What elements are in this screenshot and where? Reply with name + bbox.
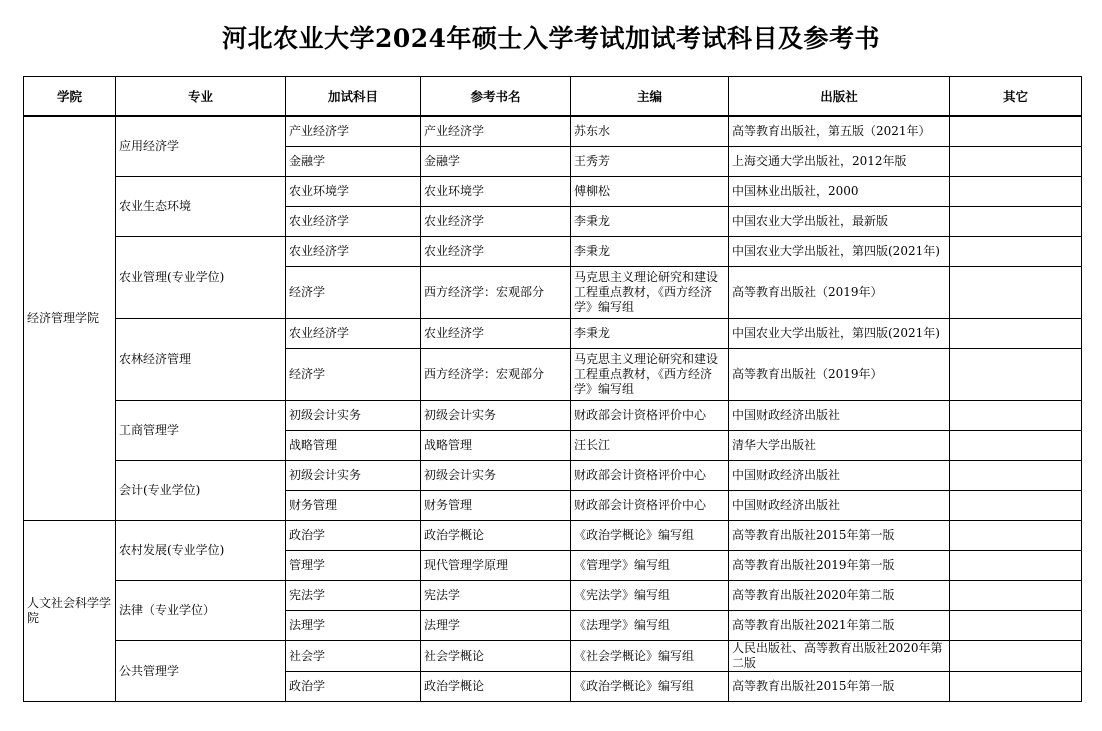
subject-cell: 经济学 (286, 267, 421, 319)
publisher-cell: 上海交通大学出版社，2012年版 (729, 147, 950, 177)
other-cell (950, 349, 1082, 401)
major-cell: 应用经济学 (116, 116, 286, 177)
other-cell (950, 641, 1082, 672)
editor-cell: 《政治学概论》编写组 (571, 521, 729, 551)
editor-cell: 李秉龙 (571, 207, 729, 237)
exam-subject-table (23, 76, 1082, 702)
other-cell (950, 401, 1082, 431)
editor-cell: 《社会学概论》编写组 (571, 641, 729, 672)
subject-cell: 金融学 (286, 147, 421, 177)
subject-cell: 农业经济学 (286, 319, 421, 349)
book-cell: 西方经济学：宏观部分 (421, 349, 571, 401)
other-cell (950, 319, 1082, 349)
book-cell: 农业经济学 (421, 207, 571, 237)
book-cell: 财务管理 (421, 491, 571, 521)
table-row (24, 319, 1082, 349)
editor-cell: 《法理学》编写组 (571, 611, 729, 641)
table-header-row (24, 77, 1082, 117)
table-row (24, 401, 1082, 431)
publisher-cell: 清华大学出版社 (729, 431, 950, 461)
other-cell (950, 207, 1082, 237)
table-row (24, 237, 1082, 267)
publisher-cell: 高等教育出版社（2019年） (729, 349, 950, 401)
book-cell: 西方经济学：宏观部分 (421, 267, 571, 319)
book-cell: 农业经济学 (421, 319, 571, 349)
subject-cell: 初级会计实务 (286, 461, 421, 491)
editor-cell: 马克思主义理论研究和建设工程重点教材，《西方经济学》编写组 (571, 349, 729, 401)
editor-cell: 汪长江 (571, 431, 729, 461)
book-cell: 战略管理 (421, 431, 571, 461)
publisher-cell: 高等教育出版社2019年第一版 (729, 551, 950, 581)
book-cell: 农业环境学 (421, 177, 571, 207)
subject-cell: 社会学 (286, 641, 421, 672)
publisher-cell: 高等教育出版社，第五版（2021年） (729, 116, 950, 147)
table-row (24, 116, 1082, 147)
publisher-cell: 高等教育出版社（2019年） (729, 267, 950, 319)
publisher-cell: 中国林业出版社，2000 (729, 177, 950, 207)
editor-cell: 财政部会计资格评价中心 (571, 401, 729, 431)
publisher-cell: 高等教育出版社2021年第二版 (729, 611, 950, 641)
major-cell: 工商管理学 (116, 401, 286, 461)
publisher-cell: 高等教育出版社2020年第二版 (729, 581, 950, 611)
subject-cell: 管理学 (286, 551, 421, 581)
other-cell (950, 491, 1082, 521)
major-cell: 农业生态环境 (116, 177, 286, 237)
page-title: 河北农业大学2024年硕士入学考试加试考试科目及参考书 (221, 24, 881, 53)
subject-cell: 产业经济学 (286, 116, 421, 147)
subject-cell: 法理学 (286, 611, 421, 641)
major-cell: 农村发展(专业学位) (116, 521, 286, 581)
publisher-cell: 中国农业大学出版社，最新版 (729, 207, 950, 237)
book-cell: 农业经济学 (421, 237, 571, 267)
publisher-cell: 高等教育出版社2015年第一版 (729, 672, 950, 702)
table-row (24, 177, 1082, 207)
book-cell: 产业经济学 (421, 116, 571, 147)
table-row (24, 461, 1082, 491)
publisher-cell: 中国财政经济出版社 (729, 491, 950, 521)
other-cell (950, 461, 1082, 491)
book-cell: 政治学概论 (421, 521, 571, 551)
editor-cell: 李秉龙 (571, 319, 729, 349)
editor-cell: 李秉龙 (571, 237, 729, 267)
header-other: 其它 (950, 77, 1082, 117)
book-cell: 金融学 (421, 147, 571, 177)
other-cell (950, 431, 1082, 461)
header-subject: 加试科目 (286, 77, 421, 117)
header-editor: 主编 (571, 77, 729, 117)
editor-cell: 王秀芳 (571, 147, 729, 177)
subject-cell: 宪法学 (286, 581, 421, 611)
editor-cell: 苏东水 (571, 116, 729, 147)
book-cell: 初级会计实务 (421, 401, 571, 431)
header-major: 专业 (116, 77, 286, 117)
editor-cell: 傅柳松 (571, 177, 729, 207)
header-publisher: 出版社 (729, 77, 950, 117)
publisher-cell: 中国财政经济出版社 (729, 461, 950, 491)
editor-cell: 财政部会计资格评价中心 (571, 461, 729, 491)
publisher-cell: 中国农业大学出版社，第四版(2021年) (729, 319, 950, 349)
major-cell: 法律（专业学位） (116, 581, 286, 641)
table-row (24, 641, 1082, 672)
book-cell: 政治学概论 (421, 672, 571, 702)
header-book: 参考书名 (421, 77, 571, 117)
other-cell (950, 611, 1082, 641)
publisher-cell: 中国农业大学出版社，第四版(2021年) (729, 237, 950, 267)
other-cell (950, 267, 1082, 319)
subject-cell: 农业经济学 (286, 207, 421, 237)
major-cell: 农林经济管理 (116, 319, 286, 401)
editor-cell: 财政部会计资格评价中心 (571, 491, 729, 521)
subject-cell: 经济学 (286, 349, 421, 401)
other-cell (950, 672, 1082, 702)
other-cell (950, 551, 1082, 581)
editor-cell: 《政治学概论》编写组 (571, 672, 729, 702)
subject-cell: 战略管理 (286, 431, 421, 461)
subject-cell: 财务管理 (286, 491, 421, 521)
subject-cell: 政治学 (286, 521, 421, 551)
major-cell: 会计(专业学位) (116, 461, 286, 521)
editor-cell: 《宪法学》编写组 (571, 581, 729, 611)
other-cell (950, 147, 1082, 177)
other-cell (950, 521, 1082, 551)
publisher-cell: 高等教育出版社2015年第一版 (729, 521, 950, 551)
header-college: 学院 (24, 77, 116, 117)
other-cell (950, 116, 1082, 147)
book-cell: 法理学 (421, 611, 571, 641)
publisher-cell: 中国财政经济出版社 (729, 401, 950, 431)
book-cell: 宪法学 (421, 581, 571, 611)
editor-cell: 马克思主义理论研究和建设工程重点教材，《西方经济学》编写组 (571, 267, 729, 319)
other-cell (950, 237, 1082, 267)
table-row (24, 521, 1082, 551)
college-cell: 经济管理学院 (24, 116, 116, 521)
major-cell: 农业管理(专业学位) (116, 237, 286, 319)
subject-cell: 初级会计实务 (286, 401, 421, 431)
editor-cell: 《管理学》编写组 (571, 551, 729, 581)
book-cell: 初级会计实务 (421, 461, 571, 491)
other-cell (950, 177, 1082, 207)
other-cell (950, 581, 1082, 611)
subject-cell: 农业环境学 (286, 177, 421, 207)
major-cell: 公共管理学 (116, 641, 286, 702)
subject-cell: 农业经济学 (286, 237, 421, 267)
subject-cell: 政治学 (286, 672, 421, 702)
table-row (24, 581, 1082, 611)
book-cell: 社会学概论 (421, 641, 571, 672)
college-cell: 人文社会科学学院 (24, 521, 116, 702)
publisher-cell: 人民出版社、高等教育出版社2020年第二版 (729, 641, 950, 672)
book-cell: 现代管理学原理 (421, 551, 571, 581)
